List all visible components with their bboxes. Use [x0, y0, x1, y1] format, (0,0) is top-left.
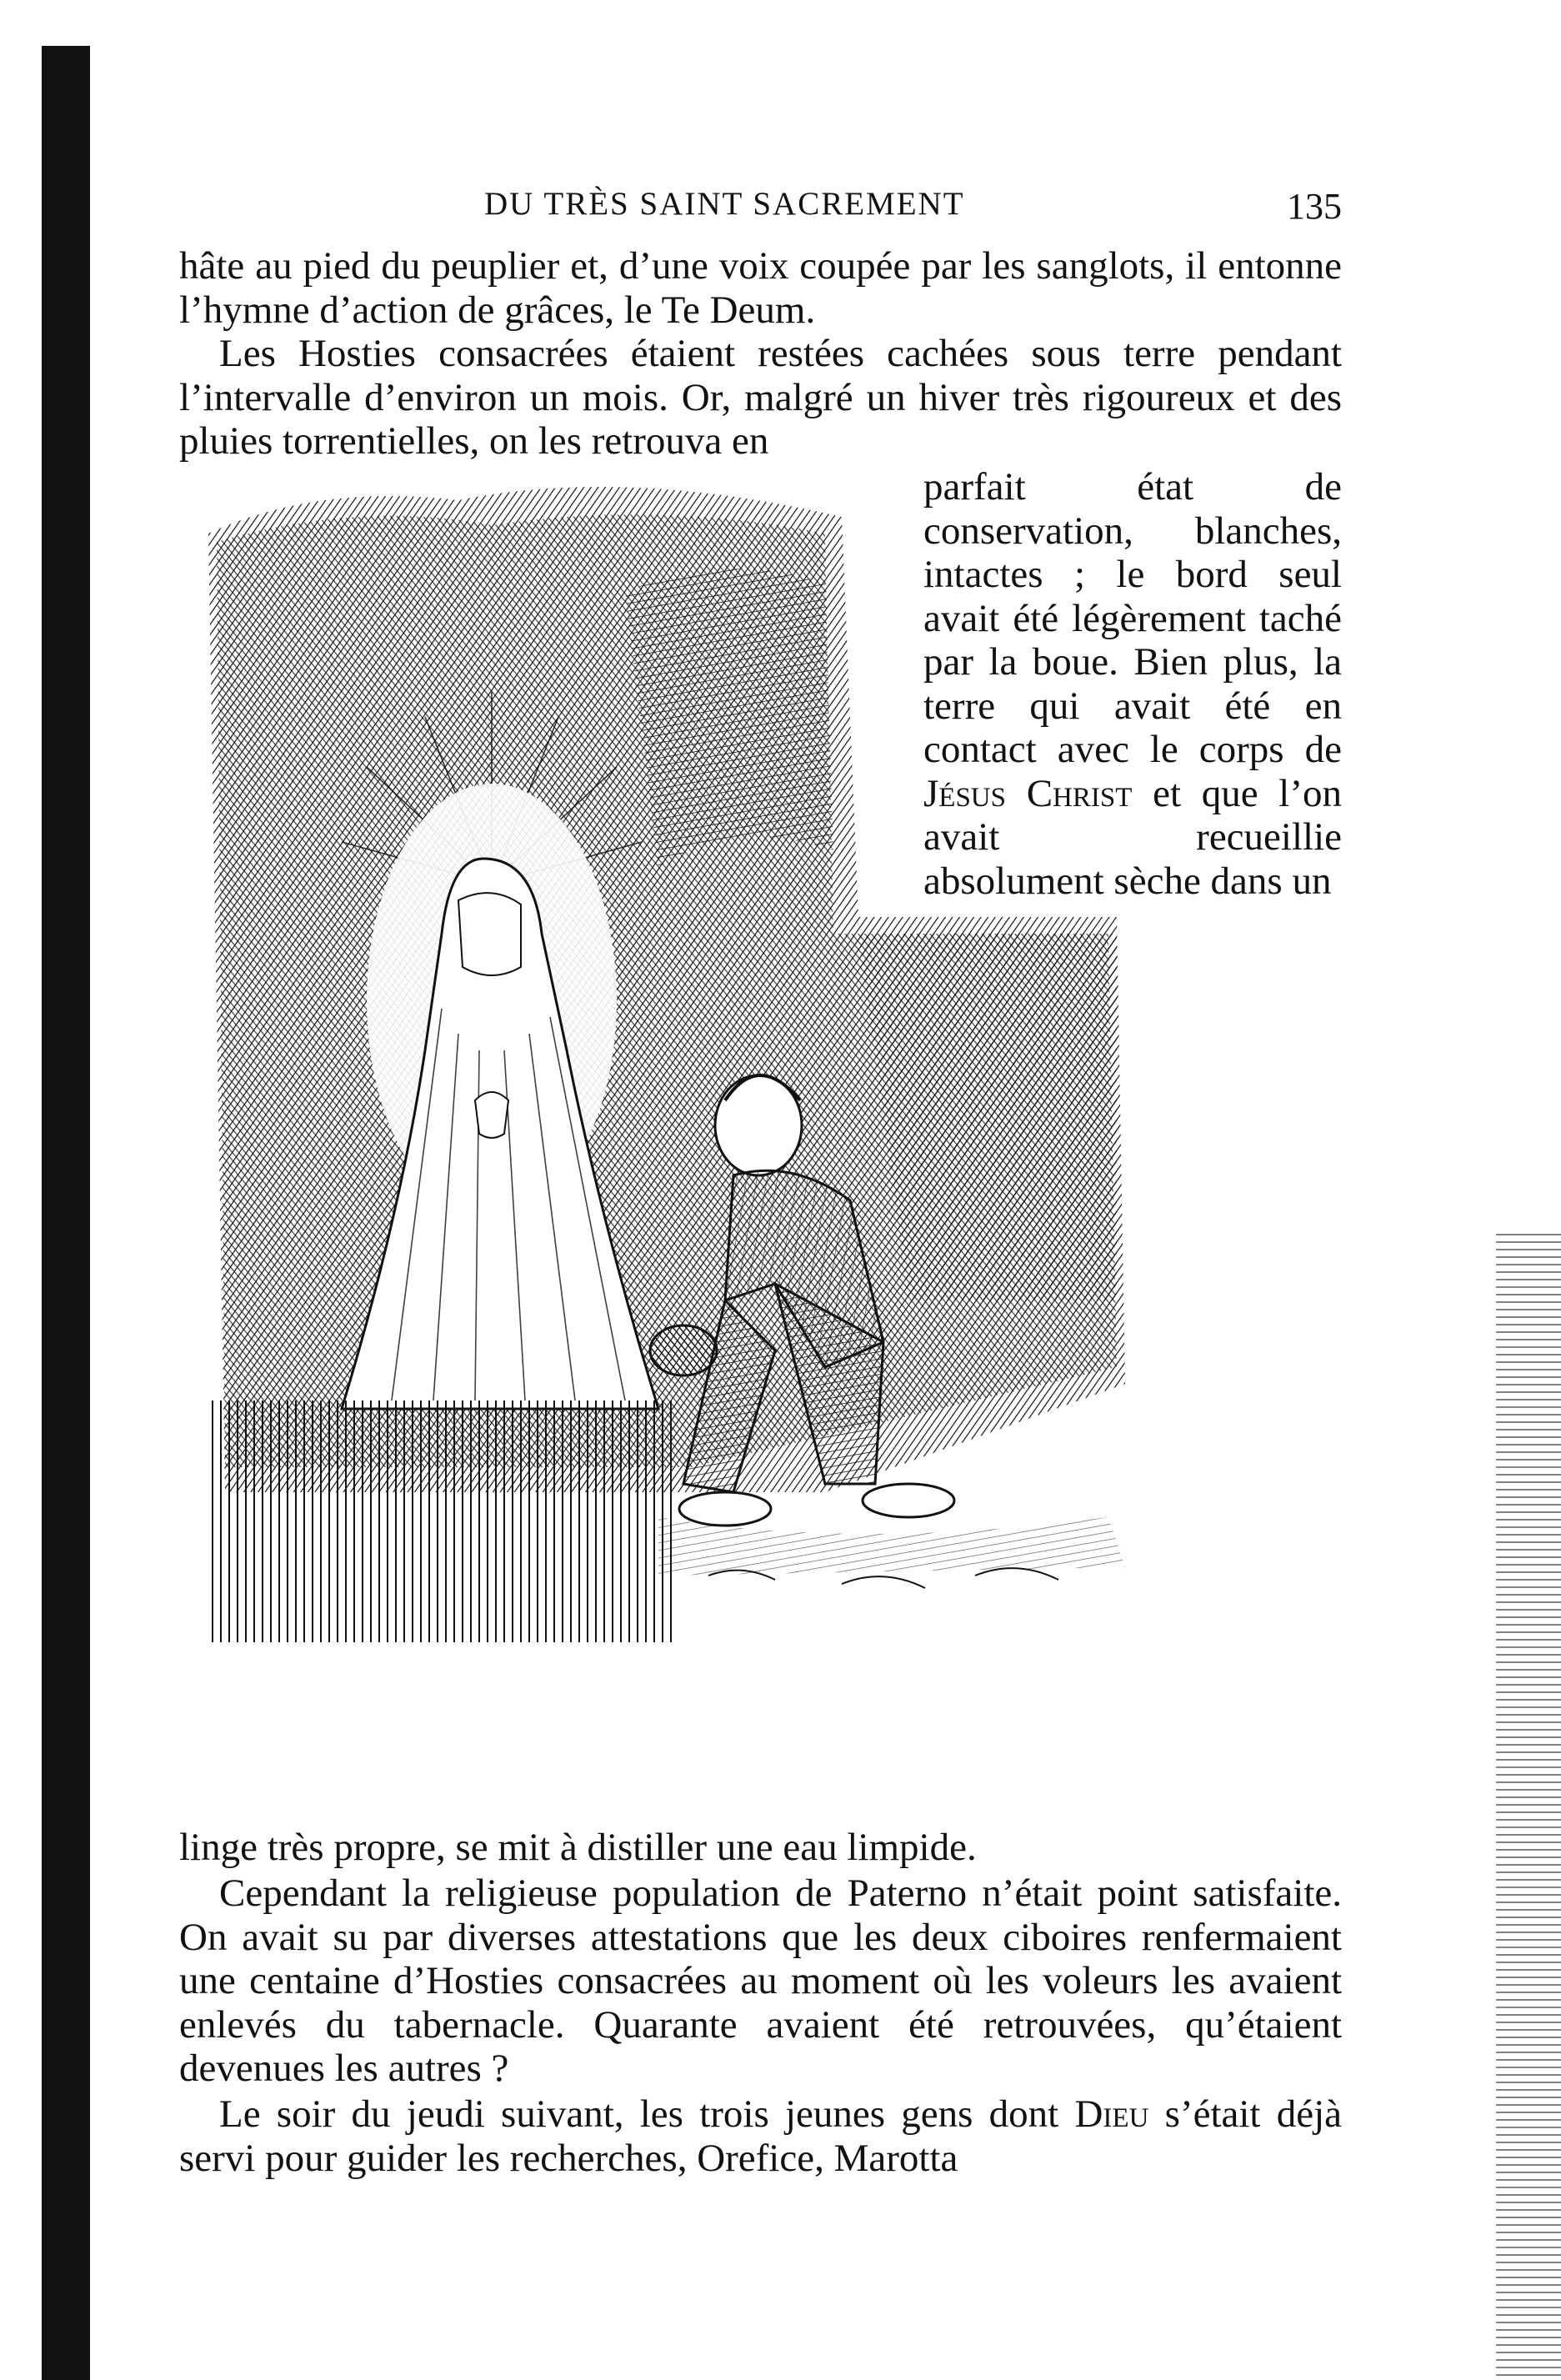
jesus-christ-name: Jésus Christ: [923, 771, 1133, 815]
engraving-apparition-icon: [192, 467, 1308, 1801]
paragraph-2-top: [179, 332, 1342, 463]
paragraph-4-text-a: Le soir du jeudi suivant, les trois jeunes gens dont: [219, 2092, 1075, 2136]
paragraph-2-side-text-a: parfait état de conservation, blanches, intactes ; le bord seul avait été légèrement taché par la boue. Bien plus, la terre qui avait été en contact avec le corps de: [923, 465, 1342, 771]
paragraph-3-text: Cependant la religieuse population de Paterno n’était point satisfaite. On avait su par diverses attestations que les deux ciboires renfermaient une centaine d’Hosties consacrées au moment où les voleurs les avaient enlevés du tabernacle. Quarante avaient été retrouvées, qu’étaient devenues les autres ?: [179, 1871, 1342, 2090]
paragraph-4-text-b: s’était déjà servi pour guider les recherches, Orefice, Marotta: [179, 2092, 1342, 2180]
page-header: [179, 185, 1342, 227]
paragraph-2-side-text-b: et que l’on avait recueillie absolument sèche dans un: [923, 771, 1342, 903]
scan-binding-edge: [42, 46, 90, 2380]
running-title: DU TRÈS SAINT SACREMENT: [484, 186, 965, 222]
paragraph-1: [179, 244, 1342, 332]
paragraph-2-bottom-text: linge très propre, se mit à distiller une eau limpide.: [179, 1826, 977, 1869]
paragraph-1-text: hâte au pied du peuplier et, d’une voix coupée par les sanglots, il entonne l’hymne d’action de grâces, le Te Deum.: [179, 244, 1342, 332]
paragraph-4: [179, 2092, 1342, 2180]
scan-edge-noise: [1496, 1234, 1561, 2376]
paragraph-2-bottom: [179, 1826, 1342, 1870]
paragraph-3: [179, 1871, 1342, 2091]
dieu-name: Dieu: [1074, 2092, 1149, 2136]
paragraph-2-top-text: Les Hosties consacrées étaient restées cachées sous terre pendant l’intervalle d’environ un mois. Or, malgré un hiver très rigoureux et des pluies torrentielles, on les retrouva en: [179, 332, 1342, 463]
page-number: 135: [1287, 186, 1342, 227]
